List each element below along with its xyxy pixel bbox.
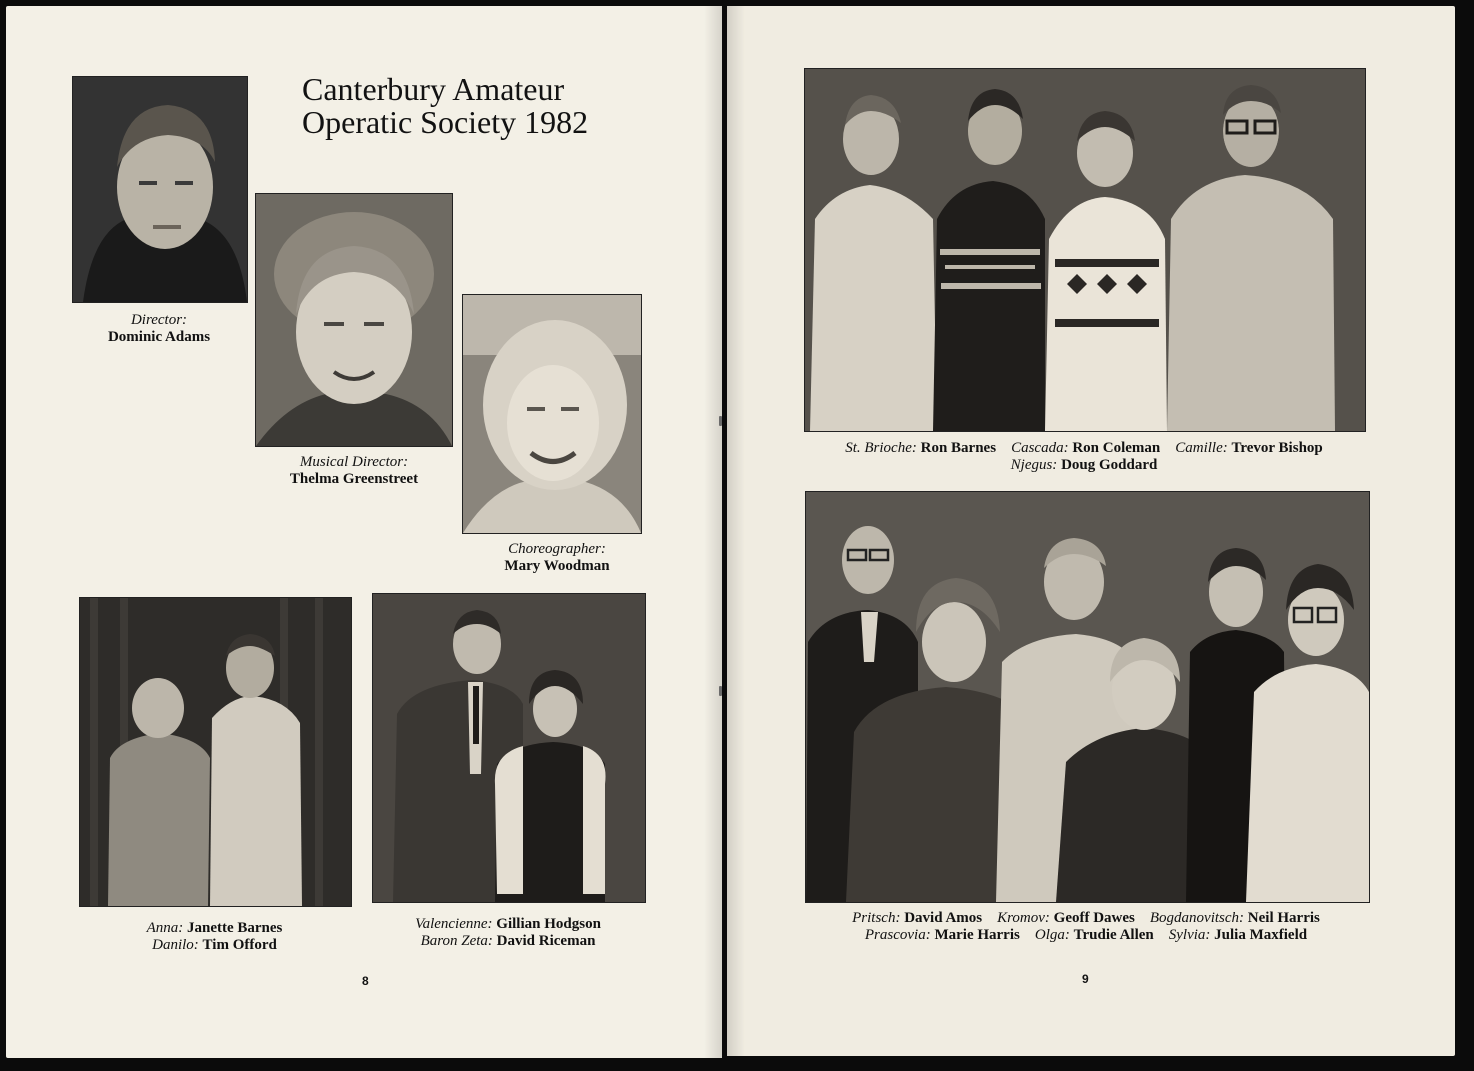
caption-name: David Amos [904, 910, 983, 926]
gutter-shadow [727, 6, 745, 1056]
caption-name: Mary Woodman [504, 558, 610, 574]
top-cast-photo [804, 68, 1366, 432]
caption-name: Trevor Bishop [1231, 440, 1323, 456]
caption-name: Tim Offord [202, 937, 277, 953]
choreographer-caption [472, 541, 642, 575]
caption-name: Geoff Dawes [1053, 910, 1135, 926]
staple-mark [719, 416, 722, 426]
caption-line [372, 916, 644, 933]
caption-name: Janette Barnes [187, 920, 283, 936]
caption-role: Sylvia: [1168, 927, 1211, 943]
caption-line [372, 933, 644, 950]
caption-name: Julia Maxfield [1214, 927, 1308, 943]
caption-role: Baron Zeta: [420, 933, 493, 949]
top-cast-caption [804, 440, 1364, 474]
caption-role: Camille: [1175, 440, 1228, 456]
director-caption [62, 312, 256, 346]
caption-role: Director: [130, 312, 188, 328]
gutter-shadow [704, 6, 722, 1058]
caption-name: Ron Barnes [920, 440, 997, 456]
title-line-2: Operatic Society 1982 [302, 104, 589, 140]
caption-role: St. Brioche: [845, 440, 917, 456]
caption-role: Valencienne: [415, 916, 493, 932]
caption-role: Njegus: [1010, 457, 1058, 473]
valencienne-baron-photo [372, 593, 646, 903]
caption-name: Marie Harris [934, 927, 1020, 943]
caption-role: Olga: [1034, 927, 1070, 943]
caption-line [804, 457, 1364, 474]
caption-line [797, 910, 1375, 927]
caption-name: Doug Goddard [1061, 457, 1158, 473]
caption-role: Choreographer: [508, 541, 606, 557]
title-line-1: Canterbury Amateur [302, 71, 565, 107]
caption-role: Bogdanovitsch: [1149, 910, 1245, 926]
caption-name: Neil Harris [1247, 910, 1320, 926]
caption-role: Pritsch: [852, 910, 901, 926]
staple-mark [719, 686, 722, 696]
caption-name: David Riceman [496, 933, 596, 949]
anna-danilo-caption [79, 920, 350, 954]
caption-role: Prascovia: [864, 927, 931, 943]
caption-role: Musical Director: [299, 454, 409, 470]
anna-danilo-photo [79, 597, 352, 907]
page-number: 8 [362, 974, 369, 988]
bottom-cast-photo [805, 491, 1370, 903]
director-photo [72, 76, 248, 303]
page-number: 9 [1082, 972, 1089, 986]
left-page [6, 6, 722, 1058]
caption-role: Kromov: [997, 910, 1050, 926]
caption-line [79, 937, 350, 954]
right-page [727, 6, 1455, 1056]
caption-name: Ron Coleman [1072, 440, 1161, 456]
caption-role: Anna: [146, 920, 184, 936]
page-title [302, 73, 588, 139]
choreographer-photo [462, 294, 642, 534]
caption-name: Trudie Allen [1073, 927, 1154, 943]
musical-director-caption [246, 454, 462, 488]
caption-name: Dominic Adams [107, 329, 211, 345]
caption-name: Gillian Hodgson [496, 916, 601, 932]
valencienne-baron-caption [372, 916, 644, 950]
caption-name: Thelma Greenstreet [289, 471, 419, 487]
bottom-cast-caption [797, 910, 1375, 944]
caption-line [797, 927, 1375, 944]
caption-role: Danilo: [152, 937, 199, 953]
caption-line [79, 920, 350, 937]
musical-director-photo [255, 193, 453, 447]
caption-line [804, 440, 1364, 457]
caption-role: Cascada: [1011, 440, 1069, 456]
